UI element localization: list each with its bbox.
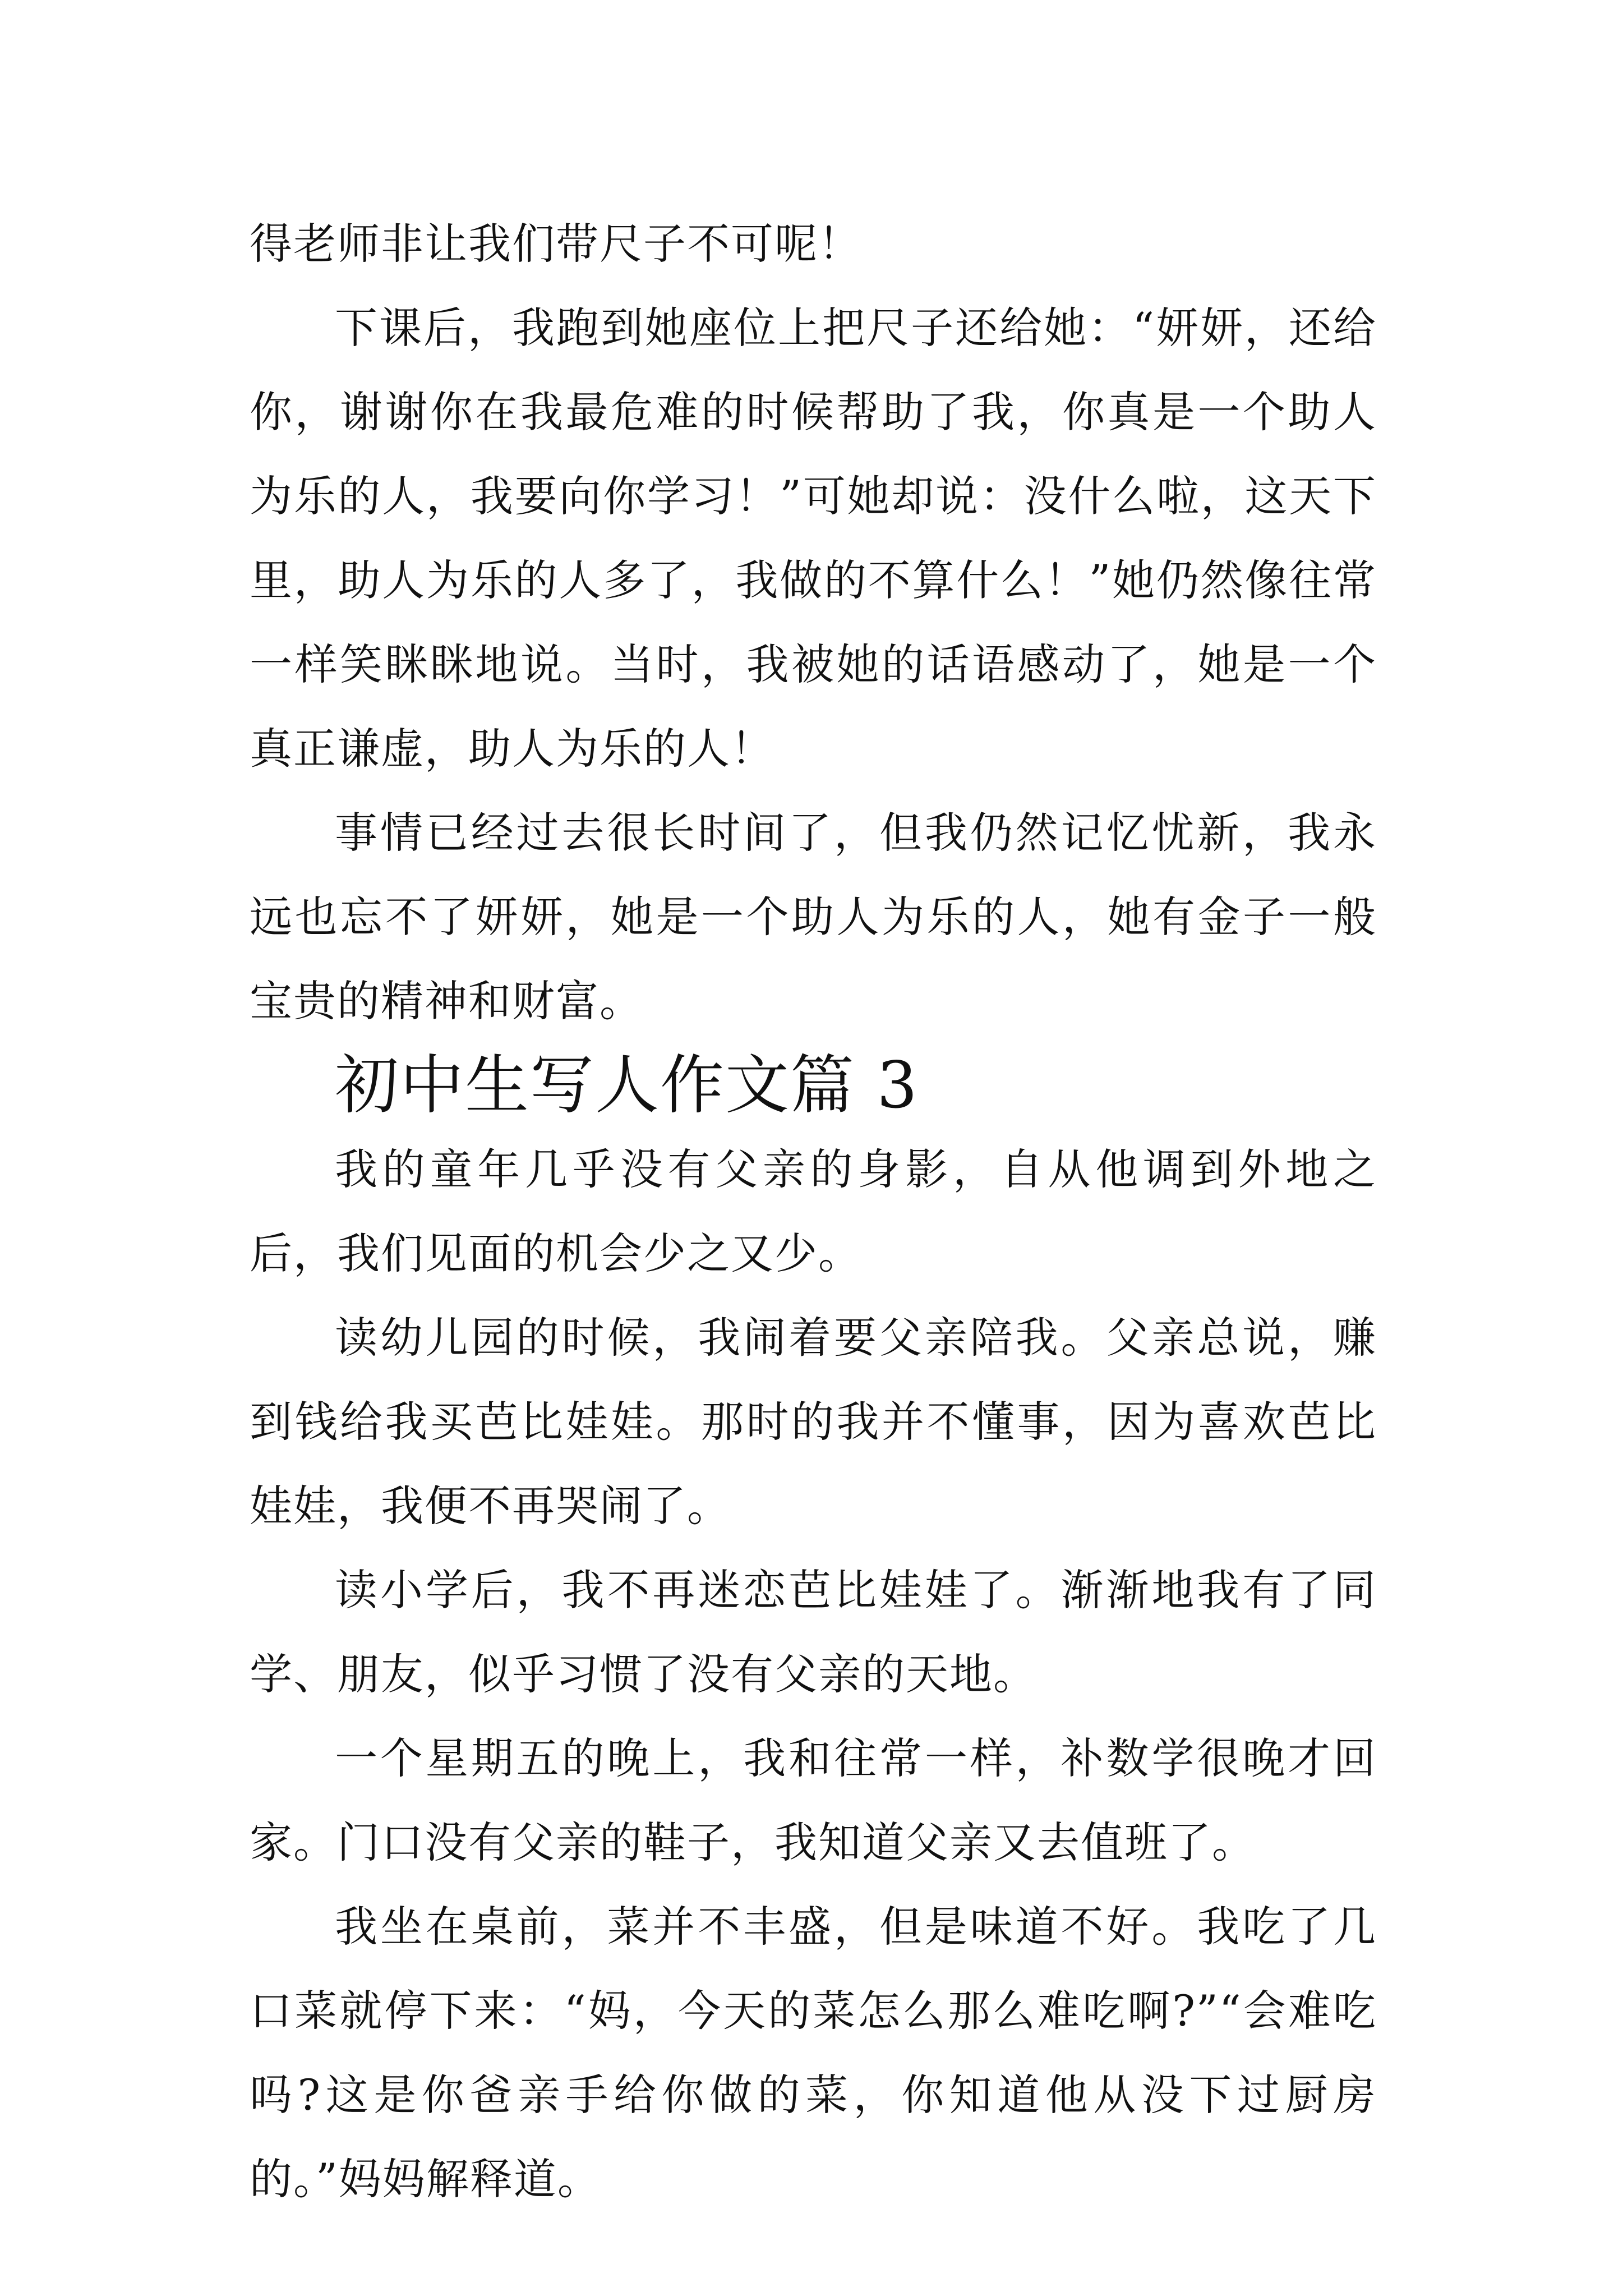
paragraph-8: 我坐在桌前，菜并不丰盛，但是味道不好。我吃了几口菜就停下来：“妈，今天的菜怎么那么难吃啊?”“会难吃吗?这是你爸亲手给你做的菜，你知道他从没下过厨房的。”妈妈解释道。 xyxy=(250,1902,1377,2204)
paragraph-7: 一个星期五的晚上，我和往常一样，补数学很晚才回家。门口没有父亲的鞋子，我知道父亲又去值班了。 xyxy=(250,1733,1377,1867)
paragraph-5: 读幼儿园的时候，我闹着要父亲陪我。父亲总说，赚到钱给我买芭比娃娃。那时的我并不懂事，因为喜欢芭比娃娃，我便不再哭闹了。 xyxy=(250,1313,1377,1531)
document-body xyxy=(250,202,1377,2221)
paragraph-6: 读小学后，我不再迷恋芭比娃娃了。渐渐地我有了同学、朋友，似乎习惯了没有父亲的天地。 xyxy=(250,1565,1377,1699)
paragraph-2: 下课后，我跑到她座位上把尺子还给她：“妍妍，还给你，谢谢你在我最危难的时候帮助了我，你真是一个助人为乐的人，我要向你学习！”可她却说：没什么啦，这天下里，助人为乐的人多了，我做的不算什么！”她仍然像往常一样笑眯眯地说。当时，我被她的话语感动了，她是一个真正谦虚，助人为乐的人！ xyxy=(250,303,1377,774)
paragraph-3: 事情已经过去很长时间了，但我仍然记忆忧新，我永远也忘不了妍妍，她是一个助人为乐的人，她有金子一般宝贵的精神和财富。 xyxy=(250,808,1377,1026)
paragraph-1: 得老师非让我们带尺子不可呢！ xyxy=(250,219,862,269)
paragraph-4: 我的童年几乎没有父亲的身影，自从他调到外地之后，我们见面的机会少之又少。 xyxy=(250,1144,1377,1278)
section-heading: 初中生写人作文篇 3 xyxy=(335,1048,919,1122)
